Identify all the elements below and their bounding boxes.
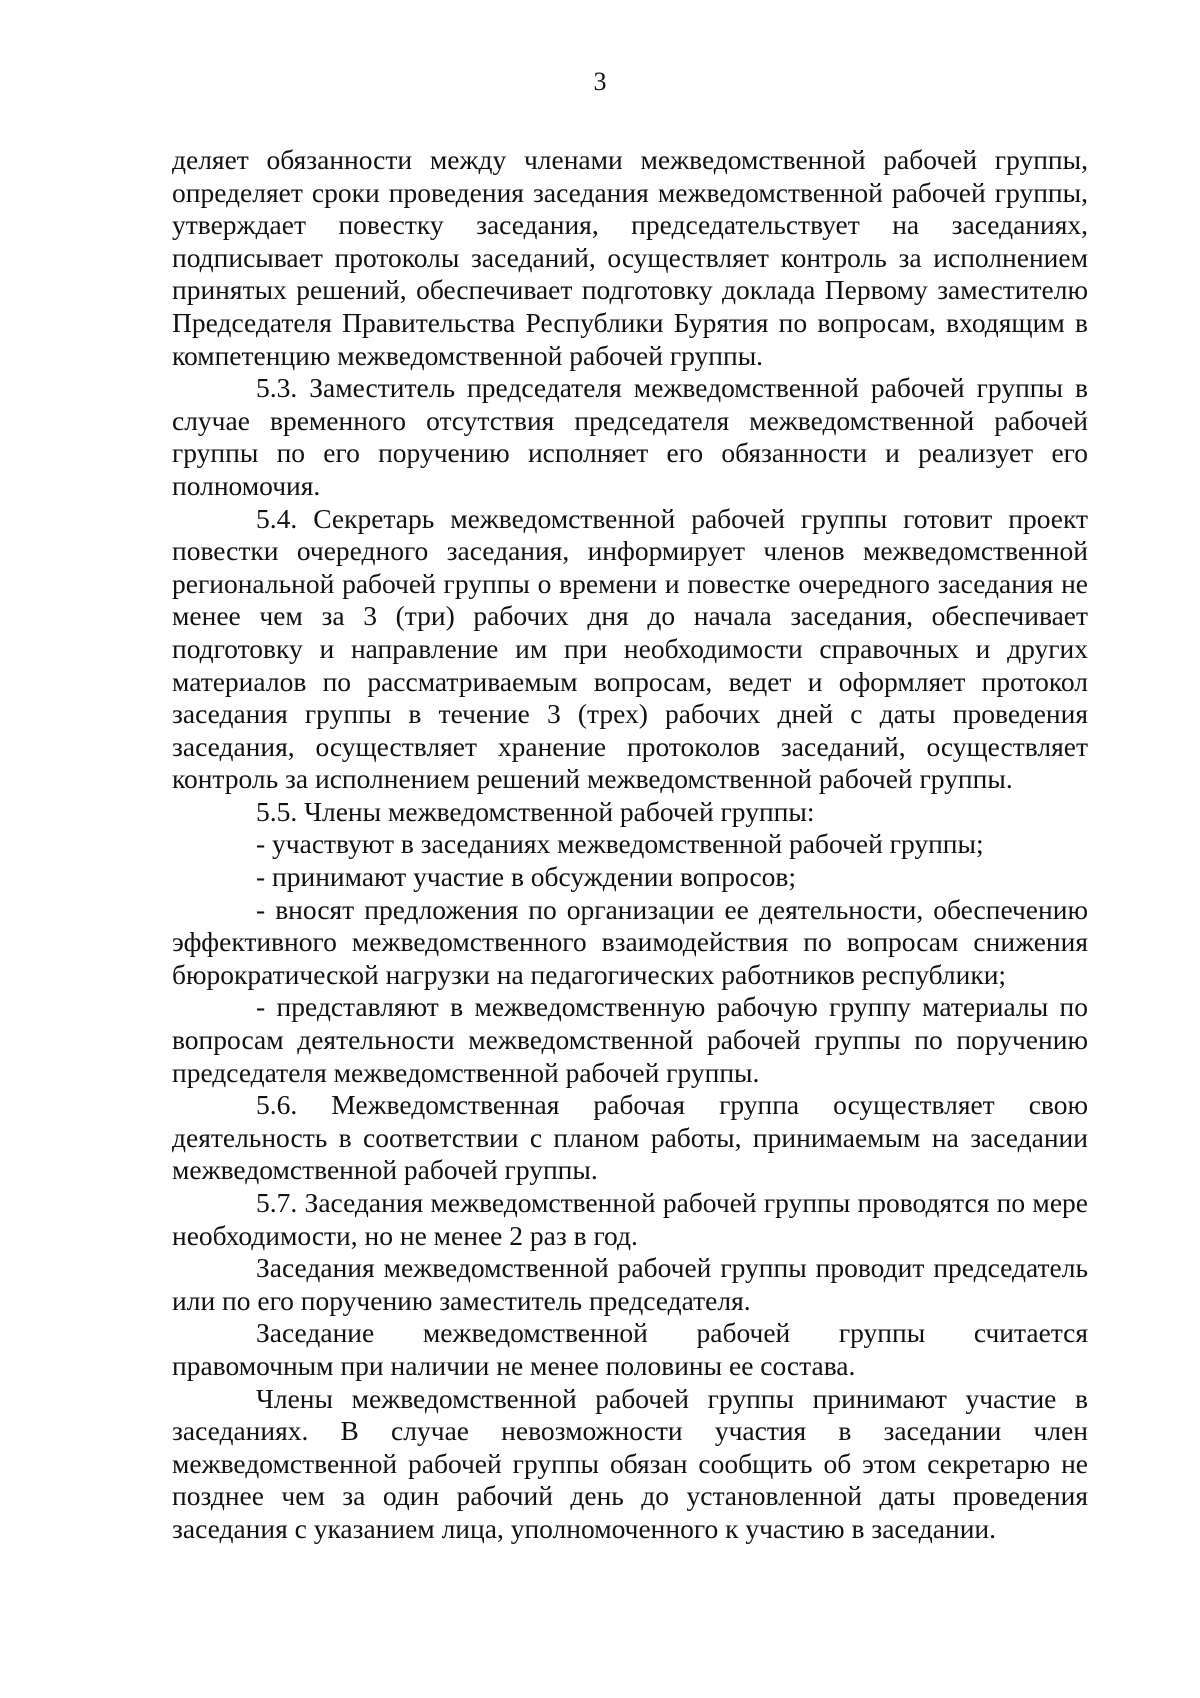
paragraph-5-3: 5.3. Заместитель председателя межведомственной рабочей группы в случае временного отсутствия председателя межведомственной рабочей группы по его поручению исполняет его обязанности и реализует его полномочия.: [172, 372, 1088, 501]
list-item-participate: - участвуют в заседаниях межведомственной рабочей группы;: [256, 828, 984, 860]
list-item-submit-materials: - представляют в межведомственную рабочую группу материалы по вопросам деятельности межведомственной рабочей группы по поручению председателя межведомственной рабочей группы.: [172, 991, 1088, 1088]
paragraph-5-4: 5.4. Секретарь межведомственной рабочей группы готовит проект повестки очередного заседания, информирует членов межведомственной региональной рабочей группы о времени и повестке очередного заседания не менее чем за 3 (три) рабочих дня до начала заседания, обеспечивает подготовку и направление им при необходимости справочных и других материалов по рассматриваемым вопросам, ведет и оформляет протокол заседания группы в течение 3 (трех) рабочих дней с даты проведения заседания, осуществляет хранение протоколов заседаний, осуществляет контроль за исполнением решений межведомственной рабочей группы.: [172, 502, 1088, 795]
document-body: [172, 144, 1088, 1546]
paragraph-quorum: Заседание межведомственной рабочей группы считается правомочным при наличии не менее половины ее состава.: [172, 1317, 1088, 1381]
paragraph-chair: Заседания межведомственной рабочей группы проводит председатель или по его поручению заместитель председателя.: [172, 1252, 1088, 1316]
list-item-propose: - вносят предложения по организации ее деятельности, обеспечению эффективного межведомственного взаимодействия по вопросам снижения бюрократической нагрузки на педагогических работников республики;: [172, 893, 1088, 990]
paragraph-attendance: Члены межведомственной рабочей группы принимают участие в заседаниях. В случае невозможности участия в заседании член межведомственной рабочей группы обязан сообщить об этом секретарю не позднее чем за один рабочий день до установленной даты проведения заседания с указанием лица, уполномоченного к участию в заседании.: [172, 1382, 1088, 1544]
list-item-discuss: - принимают участие в обсуждении вопросов;: [256, 861, 797, 893]
paragraph-continuation: деляет обязанности между членами межведомственной рабочей группы, определяет сроки проведения заседания межведомственной рабочей группы, утверждает повестку заседания, председательствует на заседаниях, подписывает протоколы заседаний, осуществляет контроль за исполнением принятых решений, обеспечивает подготовку доклада Первому заместителю Председателя Правительства Республики Бурятия по вопросам, входящим в компетенцию межведомственной рабочей группы.: [172, 144, 1088, 371]
paragraph-5-7: 5.7. Заседания межведомственной рабочей группы проводятся по мере необходимости, но не менее 2 раз в год.: [172, 1187, 1088, 1251]
paragraph-5-6: 5.6. Межведомственная рабочая группа осуществляет свою деятельность в соответствии с планом работы, принимаемым на заседании межведомственной рабочей группы.: [172, 1089, 1088, 1186]
page-number: 3: [593, 67, 607, 96]
paragraph-5-5: 5.5. Члены межведомственной рабочей группы:: [256, 795, 815, 827]
